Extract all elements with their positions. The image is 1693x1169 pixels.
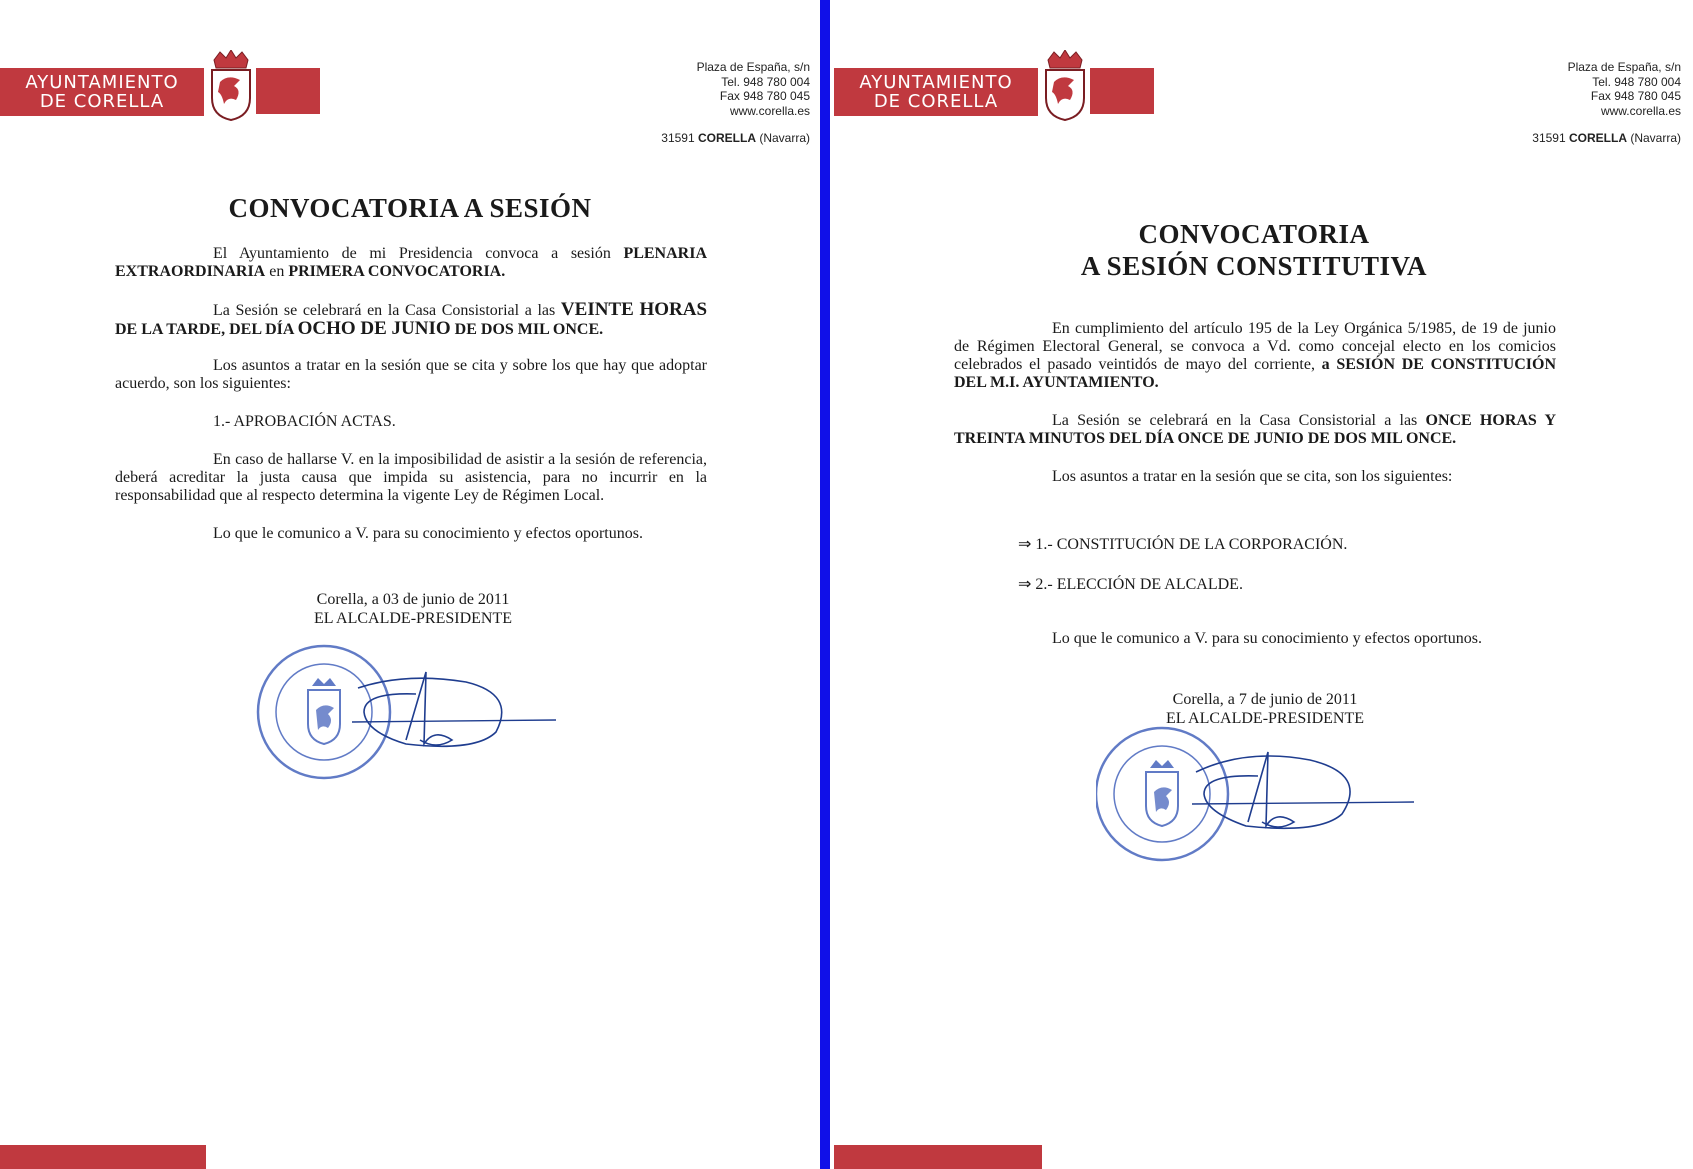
postal-code: 31591 [661,131,695,145]
agenda-item-2: ⇒ 2.- ELECCIÓN DE ALCALDE. [1018,576,1243,593]
phone-line: Tel. 948 780 004 [721,74,810,89]
website-line: www.corella.es [1600,103,1681,118]
fax-line: Fax 948 780 045 [719,89,810,103]
letterhead-address [697,60,810,118]
coat-of-arms-icon [1040,50,1090,122]
agenda-item-1: 1.- APROBACIÓN ACTAS. [213,413,396,430]
paragraph-closing: Lo que le comunico a V. para su conocimiento y efectos oportunos. [213,525,643,542]
document-body [954,320,1556,506]
paragraph-convocation: El Ayuntamiento de mi Presidencia convoca a sesión PLENARIA EXTRAORDINARIA en PRIMERA CONVOCATORIA. [115,245,707,280]
region: (Navarra) [759,131,810,145]
paragraph-convocation: En cumplimiento del artículo 195 de la Ley Orgánica 5/1985, de 19 de junio de Régimen Electoral General, se convoca a Vd. como concejal electo en los comicios celebrados el pasado veintidós de mayo del corriente, a SESIÓN DE CONSTITUCIÓN DEL M.I. AYUNTAMIENTO. [954,320,1557,391]
title-line2: A SESIÓN CONSTITUTIVA [1080,251,1428,281]
postal-line [661,131,810,145]
org-name-line2: DE CORELLA [39,91,165,112]
postal-line [1532,131,1681,145]
postal-code: 31591 [1532,131,1566,145]
fax-line: Fax 948 780 045 [1590,89,1681,103]
letterhead-banner [0,68,204,116]
signature-date: Corella, a 7 de junio de 2011 [1172,691,1358,708]
paragraph-agenda-intro: Los asuntos a tratar en la sesión que se cita y sobre los que hay que adoptar acuerdo, son los siguientes: [115,357,707,392]
official-stamp-icon [256,632,556,792]
address-line: Plaza de España, s/n [1567,60,1681,74]
agenda-item-1: ⇒ 1.- CONSTITUCIÓN DE LA CORPORACIÓN. [1018,536,1348,553]
letterhead-banner [834,68,1038,116]
org-name-line1: AYUNTAMIENTO [25,72,179,93]
signature-role: EL ALCALDE-PRESIDENTE [313,610,513,627]
closing-body [954,630,1556,668]
coat-of-arms-icon [206,50,256,122]
letterhead-banner-accent [256,68,320,114]
city: CORELLA [1568,131,1627,145]
page-title [954,218,1554,282]
official-stamp-icon [1096,712,1416,882]
document-page-left [0,0,820,1169]
org-name-line2: DE CORELLA [873,91,999,112]
document-page-right [834,0,1693,1169]
city: CORELLA [697,131,756,145]
website-line: www.corella.es [729,103,810,118]
region: (Navarra) [1630,131,1681,145]
signature-date: Corella, a 03 de junio de 2011 [316,591,510,608]
document-body [115,245,707,563]
letterhead-banner-accent [1090,68,1154,114]
arrow-right-icon: ⇒ [1018,536,1032,553]
footer-accent-bar [0,1145,206,1169]
address-line: Plaza de España, s/n [696,60,810,74]
paragraph-absence: En caso de hallarse V. en la imposibilidad de asistir a la sesión de referencia, deberá acreditar la justa causa que impida su asistencia, para no incurrir en la responsabilidad que al respecto determina la vigente Ley de Régimen Local. [115,451,707,504]
org-name-line1: AYUNTAMIENTO [859,72,1013,93]
paragraph-schedule: La Sesión se celebrará en la Casa Consistorial a las ONCE HORAS Y TREINTA MINUTOS DEL DÍA ONCE DE JUNIO DE DOS MIL ONCE. [954,412,1556,447]
paragraph-agenda-intro: Los asuntos a tratar en la sesión que se cita, son los siguientes: [1052,468,1453,485]
title-line1: CONVOCATORIA [1138,219,1370,249]
signature-block [278,590,548,628]
page-title: CONVOCATORIA A SESIÓN [228,193,592,223]
letterhead-address [1568,60,1681,118]
signature-role: EL ALCALDE-PRESIDENTE [1165,710,1365,727]
arrow-right-icon: ⇒ [1018,576,1032,593]
footer-accent-bar [834,1145,1042,1169]
page-divider [820,0,830,1169]
paragraph-closing: Lo que le comunico a V. para su conocimiento y efectos oportunos. [1052,630,1482,647]
paragraph-schedule: La Sesión se celebrará en la Casa Consistorial a las VEINTE HORAS DE LA TARDE, DEL DÍA OCHO DE JUNIO DE DOS MIL ONCE. [115,299,708,339]
phone-line: Tel. 948 780 004 [1592,74,1681,89]
